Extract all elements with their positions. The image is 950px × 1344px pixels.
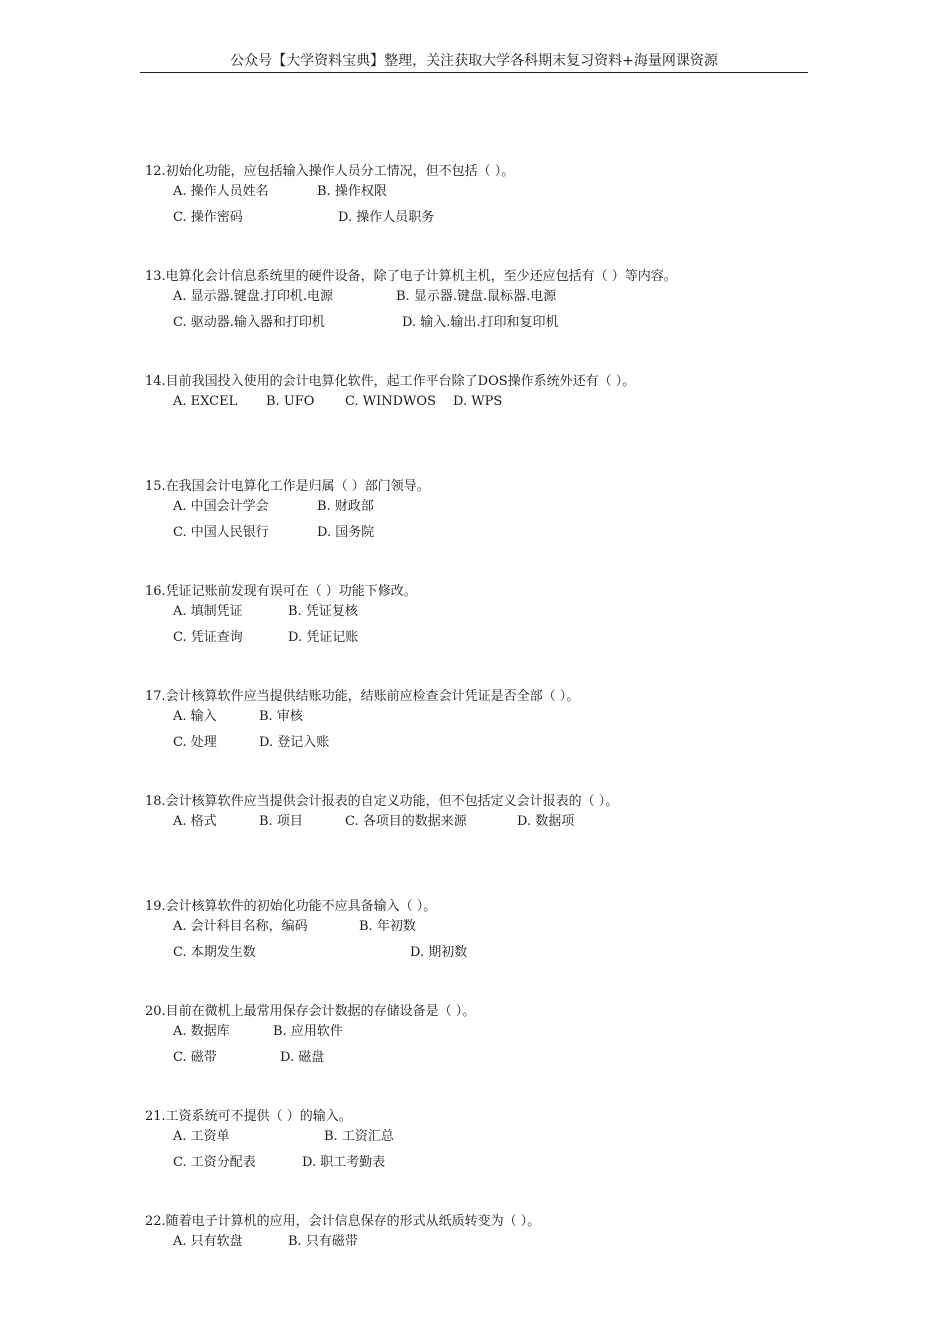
option-a: A. 只有软盘 bbox=[173, 1234, 243, 1249]
option-row bbox=[173, 733, 845, 759]
question-14 bbox=[145, 372, 845, 477]
option-a: A. 操作人员姓名 bbox=[173, 184, 269, 199]
question-16 bbox=[145, 582, 845, 687]
option-row bbox=[173, 1048, 845, 1074]
option-d: D. 凭证记账 bbox=[288, 630, 359, 645]
option-row bbox=[173, 1153, 845, 1179]
option-row bbox=[173, 182, 845, 208]
option-row bbox=[173, 602, 845, 628]
option-row bbox=[173, 943, 845, 969]
option-a: A. 显示器.键盘.打印机.电源 bbox=[173, 289, 334, 304]
option-c: C. 操作密码 bbox=[173, 210, 243, 225]
question-stem: 21.工资系统可不提供（ ）的输入。 bbox=[145, 1109, 352, 1124]
option-b: B. 凭证复核 bbox=[288, 604, 358, 619]
question-20 bbox=[145, 1002, 845, 1107]
option-d: D. WPS bbox=[453, 394, 503, 409]
page-header: 公众号【大学资料宝典】整理，关注获取大学各科期末复习资料+海量网课资源 bbox=[140, 52, 808, 73]
question-22 bbox=[145, 1212, 845, 1272]
option-c: C. 磁带 bbox=[173, 1050, 217, 1065]
option-row bbox=[173, 917, 845, 943]
option-row bbox=[173, 1022, 845, 1048]
option-a: A. 输入 bbox=[173, 709, 217, 724]
option-c: C. 本期发生数 bbox=[173, 945, 256, 960]
question-list bbox=[145, 162, 845, 1272]
option-d: D. 期初数 bbox=[410, 945, 468, 960]
option-d: D. 磁盘 bbox=[280, 1050, 325, 1065]
option-row bbox=[173, 1232, 845, 1258]
option-a: A. EXCEL bbox=[173, 394, 238, 409]
question-stem: 17.会计核算软件应当提供结账功能，结账前应检查会计凭证是否全部（ ）。 bbox=[145, 689, 580, 704]
option-a: A. 填制凭证 bbox=[173, 604, 243, 619]
question-12 bbox=[145, 162, 845, 267]
option-row bbox=[173, 1127, 845, 1153]
option-row bbox=[173, 812, 845, 838]
option-a: A. 格式 bbox=[173, 814, 217, 829]
option-row bbox=[173, 707, 845, 733]
question-stem: 18.会计核算软件应当提供会计报表的自定义功能，但不包括定义会计报表的（ ）。 bbox=[145, 794, 619, 809]
question-stem: 15.在我国会计电算化工作是归属（ ）部门领导。 bbox=[145, 479, 430, 494]
option-c: C. 处理 bbox=[173, 735, 217, 750]
option-a: A. 中国会计学会 bbox=[173, 499, 269, 514]
option-d: D. 登记入账 bbox=[259, 735, 330, 750]
option-row bbox=[173, 392, 845, 418]
question-stem: 13.电算化会计信息系统里的硬件设备，除了电子计算机主机，至少还应包括有（ ）等内容。 bbox=[145, 269, 677, 284]
option-a: A. 工资单 bbox=[173, 1129, 230, 1144]
option-b: B. 应用软件 bbox=[273, 1024, 343, 1039]
option-d: D. 操作人员职务 bbox=[338, 210, 435, 225]
question-stem: 19.会计核算软件的初始化功能不应具备输入（ ）。 bbox=[145, 899, 437, 914]
option-b: B. 项目 bbox=[259, 814, 303, 829]
option-d: D. 职工考勤表 bbox=[302, 1155, 386, 1170]
option-row bbox=[173, 523, 845, 549]
option-b: B. 显示器.键盘.鼠标器.电源 bbox=[396, 289, 557, 304]
option-b: B. 财政部 bbox=[317, 499, 374, 514]
option-row bbox=[173, 628, 845, 654]
option-c: C. 各项目的数据来源 bbox=[345, 814, 467, 829]
option-row bbox=[173, 313, 845, 339]
option-b: B. 只有磁带 bbox=[288, 1234, 358, 1249]
question-stem: 22.随着电子计算机的应用，会计信息保存的形式从纸质转变为（ ）。 bbox=[145, 1214, 541, 1229]
option-b: B. 审核 bbox=[259, 709, 303, 724]
question-21 bbox=[145, 1107, 845, 1212]
question-15 bbox=[145, 477, 845, 582]
option-a: A. 会计科目名称，编码 bbox=[173, 919, 308, 934]
question-19 bbox=[145, 897, 845, 1002]
question-stem: 14.目前我国投入使用的会计电算化软件，起工作平台除了DOS操作系统外还有（ ）。 bbox=[145, 374, 636, 389]
option-row bbox=[173, 497, 845, 523]
option-b: B. 工资汇总 bbox=[324, 1129, 394, 1144]
option-b: B. UFO bbox=[266, 394, 315, 409]
option-b: B. 年初数 bbox=[359, 919, 416, 934]
question-stem: 16.凭证记账前发现有误可在（ ）功能下修改。 bbox=[145, 584, 417, 599]
option-row bbox=[173, 208, 845, 234]
option-c: C. 驱动器.输入器和打印机 bbox=[173, 315, 325, 330]
question-stem: 12.初始化功能，应包括输入操作人员分工情况，但不包括（ ）。 bbox=[145, 164, 515, 179]
option-c: C. WINDWOS bbox=[345, 394, 436, 409]
option-row bbox=[173, 287, 845, 313]
option-d: D. 输入.输出.打印和复印机 bbox=[402, 315, 559, 330]
option-d: D. 国务院 bbox=[317, 525, 375, 540]
option-c: C. 凭证查询 bbox=[173, 630, 243, 645]
option-c: C. 中国人民银行 bbox=[173, 525, 269, 540]
option-d: D. 数据项 bbox=[517, 814, 575, 829]
question-13 bbox=[145, 267, 845, 372]
option-c: C. 工资分配表 bbox=[173, 1155, 256, 1170]
option-b: B. 操作权限 bbox=[317, 184, 387, 199]
question-17 bbox=[145, 687, 845, 792]
option-a: A. 数据库 bbox=[173, 1024, 230, 1039]
question-18 bbox=[145, 792, 845, 897]
question-stem: 20.目前在微机上最常用保存会计数据的存储设备是（ ）。 bbox=[145, 1004, 476, 1019]
